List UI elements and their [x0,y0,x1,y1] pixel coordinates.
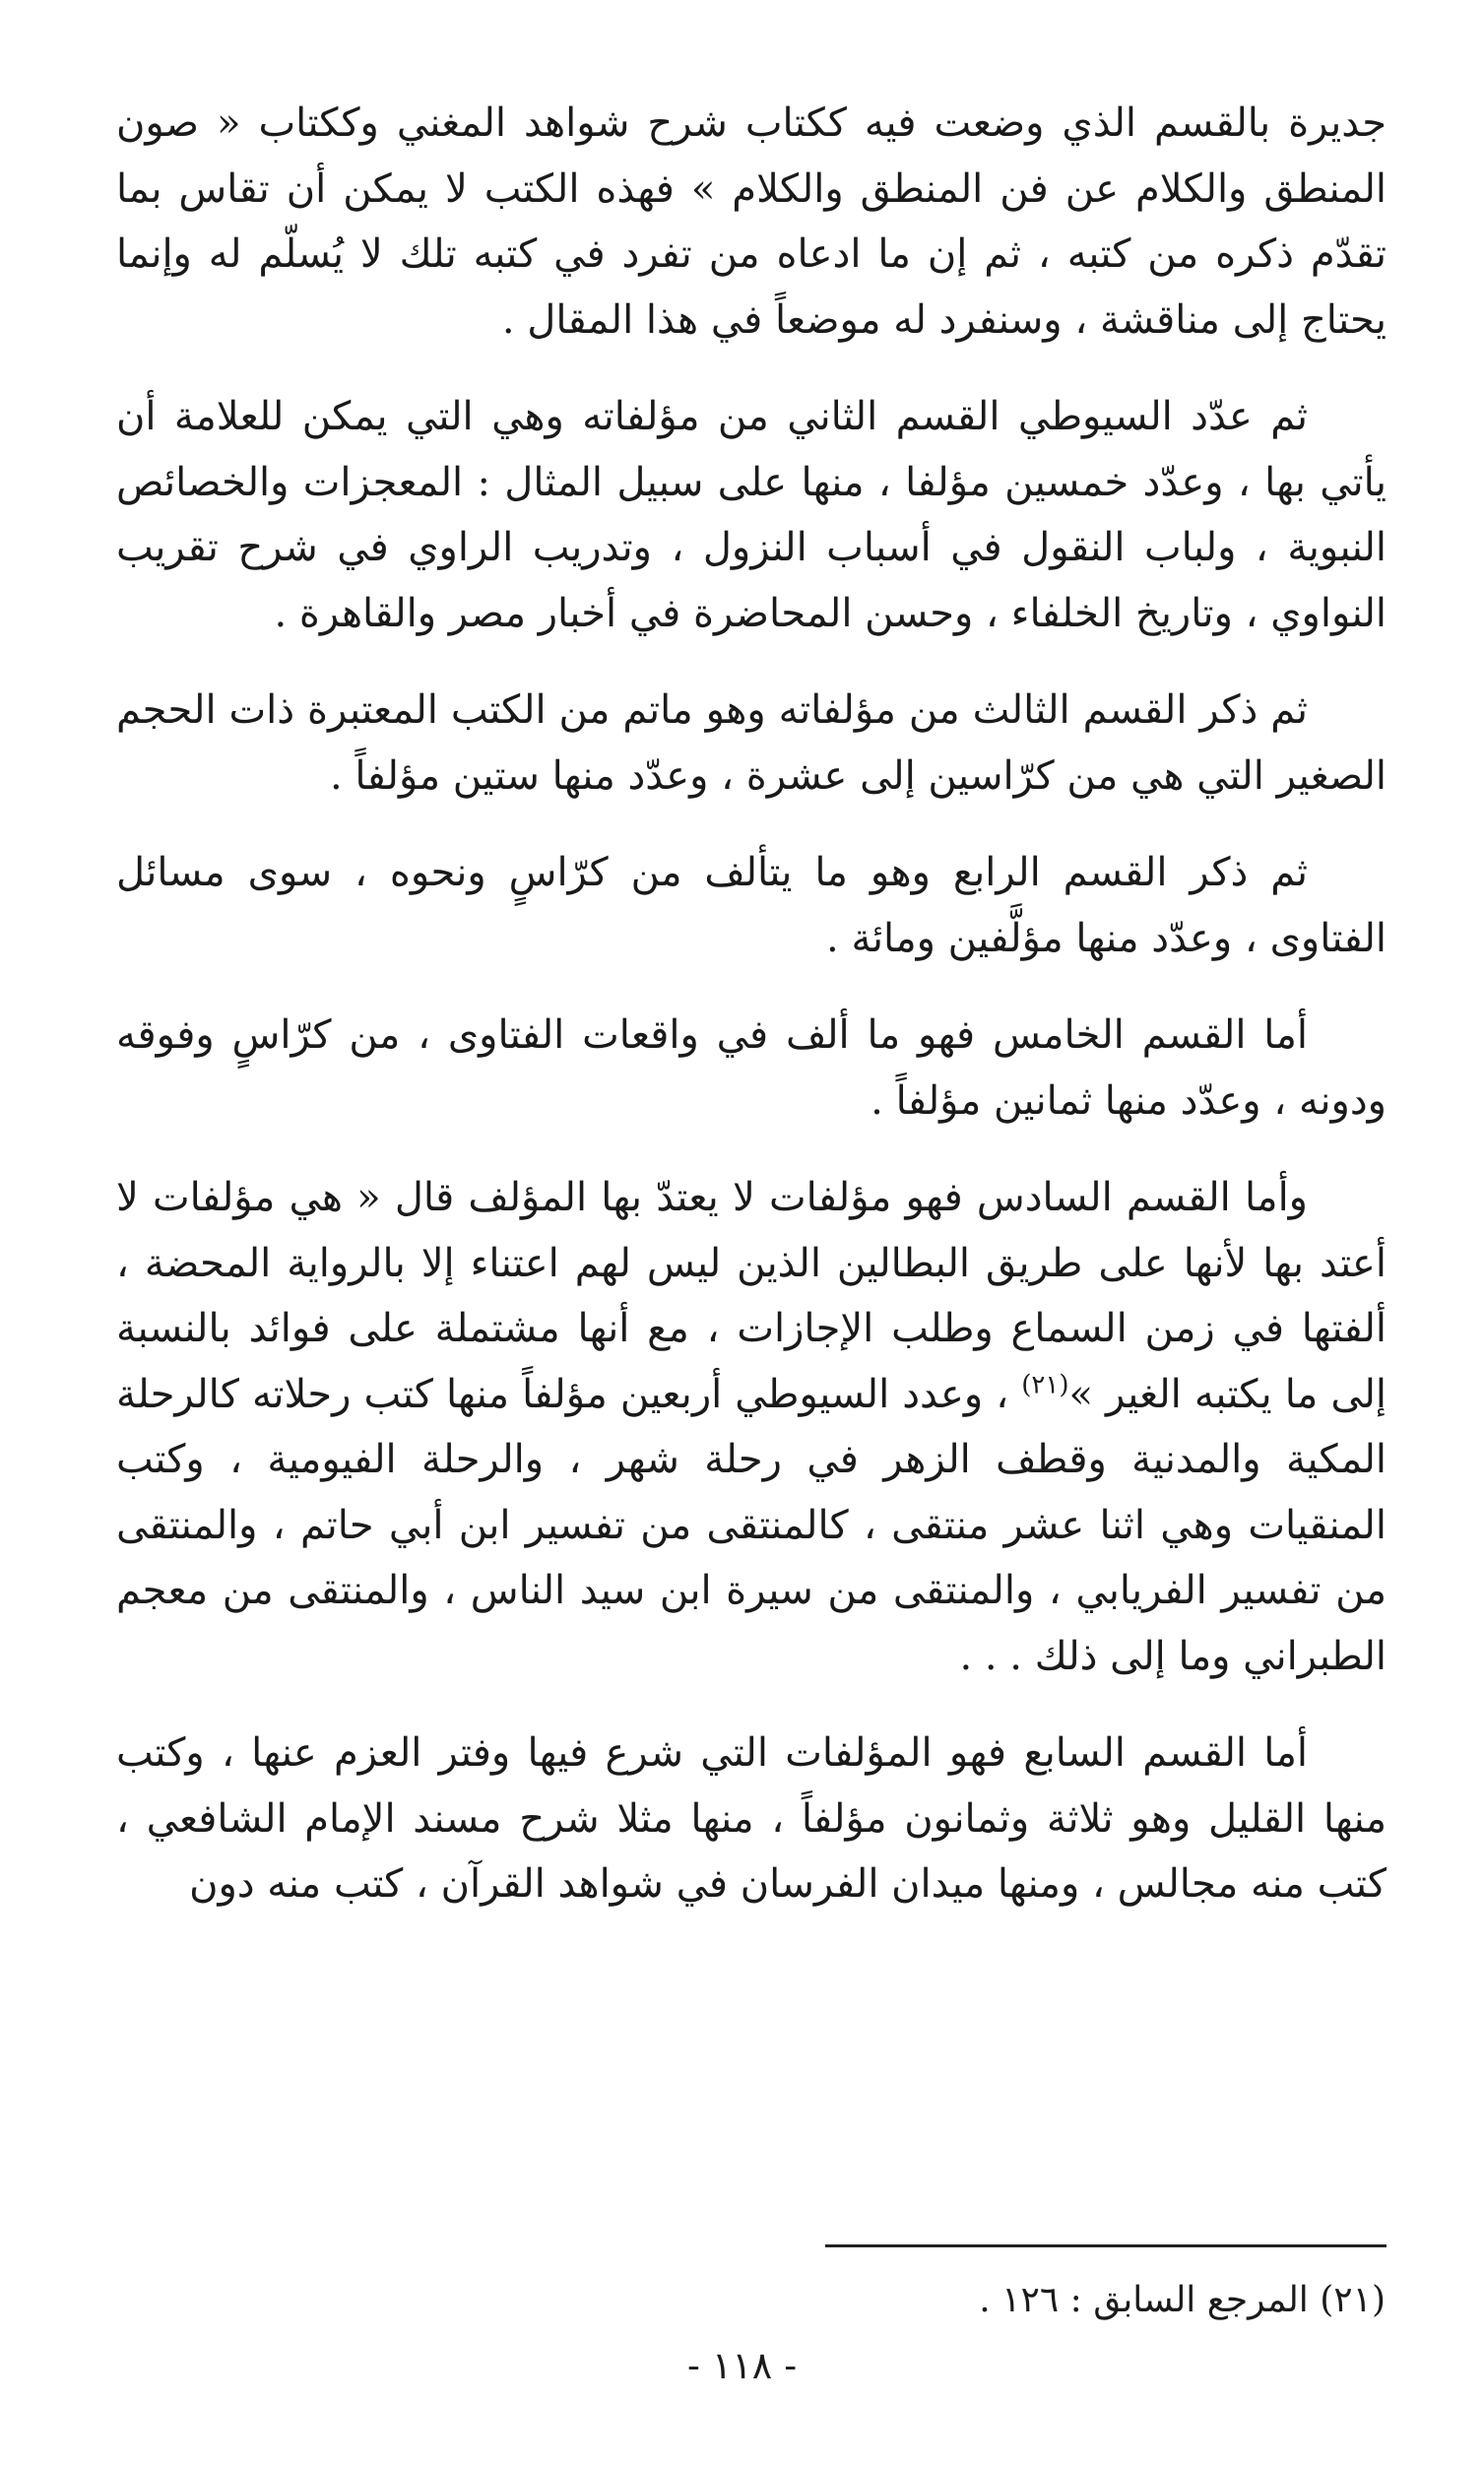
paragraph-6-part-2: ، وعدد السيوطي أربعين مؤلفاً منها كتب رحلاته كالرحلة المكية والمدنية وقطف الزهر في رحلة شهر ، والرحلة الفيومية ، وكتب المنقيات وهي اثنا عشر منتقى ، كالمنتقى من تفسير ابن أبي حاتم ، والمنتقى من تفسير الفريابي ، والمنتقى من سيرة ابن سيد الناس ، والمنتقى من معجم الطبراني وما إلى ذلك . . . [116,1371,1387,1679]
paragraph-1: جديرة بالقسم الذي وضعت فيه ككتاب شرح شواهد المغني وككتاب « صون المنطق والكلام عن فن المنطق والكلام » فهذه الكتب لا يمكن أن تقاس بما تقدّم ذكره من كتبه ، ثم إن ما ادعاه من تفرد في كتبه تلك لا يُسلّم له وإنما يحتاج إلى مناقشة ، وسنفرد له موضعاً في هذا المقال . [116,100,1387,343]
paragraph-5: أما القسم الخامس فهو ما ألف في واقعات الفتاوى ، من كرّاسٍ وفوقه ودونه ، وعدّد منها ثمانين مؤلفاً . [116,1012,1387,1124]
paragraph-6 [116,1165,1387,1689]
page-body [116,91,1387,1949]
footnote-reference: (٢١) [1021,1370,1069,1400]
paragraph-2: ثم عدّد السيوطي القسم الثاني من مؤلفاته وهي التي يمكن للعلامة أن يأتي بها ، وعدّد خمسين مؤلفا ، منها على سبيل المثال : المعجزات والخصائص النبوية ، ولباب النقول في أسباب النزول ، وتدريب الراوي في شرح تقريب النواوي ، وتاريخ الخلفاء ، وحسن المحاضرة في أخبار مصر والقاهرة . [116,394,1387,636]
paragraph-7: أما القسم السابع فهو المؤلفات التي شرع فيها وفتر العزم عنها ، وكتب منها القليل وهو ثلاثة وثمانون مؤلفاً ، منها مثلا شرح مسند الإمام الشافعي ، كتب منه مجالس ، ومنها ميدان الفرسان في شواهد القرآن ، كتب منه دون [116,1730,1387,1907]
paragraph-4: ثم ذكر القسم الرابع وهو ما يتألف من كرّاسٍ ونحوه ، سوى مسائل الفتاوى ، وعدّد منها مؤلَّفين ومائة . [116,850,1387,961]
paragraph-6-part-1: وأما القسم السادس فهو مؤلفات لا يعتدّ بها المؤلف قال « هي مؤلفات لا أعتد بها لأنها على طريق البطالين الذين ليس لهم اعتناء إلا بالرواية المحضة ، ألفتها في زمن السماع وطلب الإجازات ، مع أنها مشتملة على فوائد بالنسبة إلى ما يكتبه الغير » [116,1175,1387,1417]
paragraph-3: ثم ذكر القسم الثالث من مؤلفاته وهو ماتم من الكتب المعتبرة ذات الحجم الصغير التي هي من كرّاسين إلى عشرة ، وعدّد منها ستين مؤلفاً . [116,687,1387,799]
footnote: (٢١) المرجع السابق : ١٢٦ . [979,2280,1386,2320]
footnote-divider [825,2244,1387,2247]
page-number: - ١١٨ - [686,2344,798,2387]
